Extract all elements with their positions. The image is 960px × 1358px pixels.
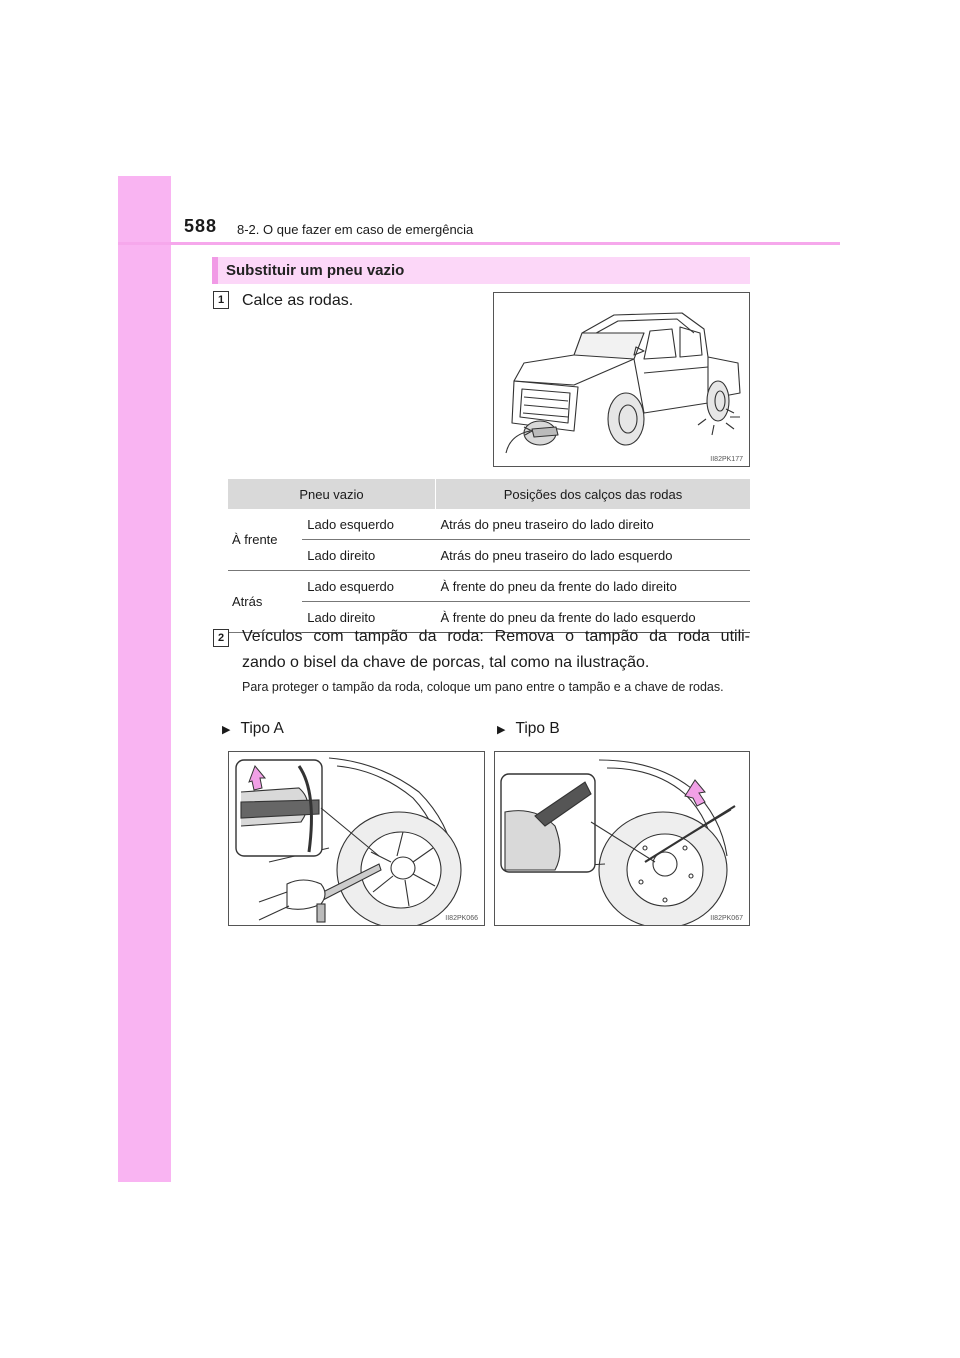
truck-chocks-figure xyxy=(493,292,750,467)
table-row xyxy=(228,540,750,571)
table-cell-position: Atrás do pneu traseiro do lado direito xyxy=(436,509,751,540)
page-number: 588 xyxy=(184,216,218,236)
side-color-band xyxy=(118,176,171,1182)
type-a-figure xyxy=(228,751,485,926)
triangle-right-icon: ▶ xyxy=(497,724,506,736)
type-a-text: Tipo A xyxy=(240,720,284,737)
step-1-text: Calce as rodas. xyxy=(242,292,354,309)
table-cell-side: Lado direito xyxy=(302,602,435,633)
header-rule xyxy=(118,242,840,245)
truck-illustration xyxy=(494,293,749,466)
table-cell-side: Lado esquerdo xyxy=(302,509,435,540)
step-1-badge: 1 xyxy=(213,291,229,309)
type-b-text: Tipo B xyxy=(515,720,560,737)
table-cell-side: Lado direito xyxy=(302,540,435,571)
table-group-label: Atrás xyxy=(228,571,302,633)
table-cell-position: Atrás do pneu traseiro do lado esquerdo xyxy=(436,540,751,571)
wheel-chock-table xyxy=(228,479,750,633)
step-2-note: Para proteger o tampão da roda, coloque um pano entre o tampão e a chave de rodas. xyxy=(242,680,724,694)
step-2-badge: 2 xyxy=(213,629,229,647)
step-2-text-line-1: Veículos com tampão da roda: Remova o tampão da roda utili- xyxy=(242,628,750,645)
type-b-figure xyxy=(494,751,750,926)
type-b-label xyxy=(497,720,560,738)
type-a-illustration xyxy=(229,752,484,925)
truck-figure-code: II82PK177 xyxy=(710,456,743,463)
table-header-flat-tire: Pneu vazio xyxy=(228,479,436,509)
table-header-chock-positions: Posições dos calços das rodas xyxy=(436,479,751,509)
step-2-text-line-2: zando o bisel da chave de porcas, tal como na ilustração. xyxy=(242,654,650,671)
table-cell-position: À frente do pneu da frente do lado direito xyxy=(436,571,751,602)
table-cell-position: À frente do pneu da frente do lado esquerdo xyxy=(436,602,751,633)
chapter-title: 8-2. O que fazer em caso de emergência xyxy=(237,222,474,237)
type-a-figure-code: II82PK066 xyxy=(445,915,478,922)
type-a-label xyxy=(222,720,284,738)
triangle-right-icon: ▶ xyxy=(222,724,231,736)
table-cell-side: Lado esquerdo xyxy=(302,571,435,602)
section-title: Substituir um pneu vazio xyxy=(212,257,750,284)
table-group-label: À frente xyxy=(228,509,302,571)
type-b-figure-code: II82PK067 xyxy=(710,915,743,922)
type-b-illustration xyxy=(495,752,749,925)
table-row xyxy=(228,571,750,602)
table-row xyxy=(228,509,750,540)
